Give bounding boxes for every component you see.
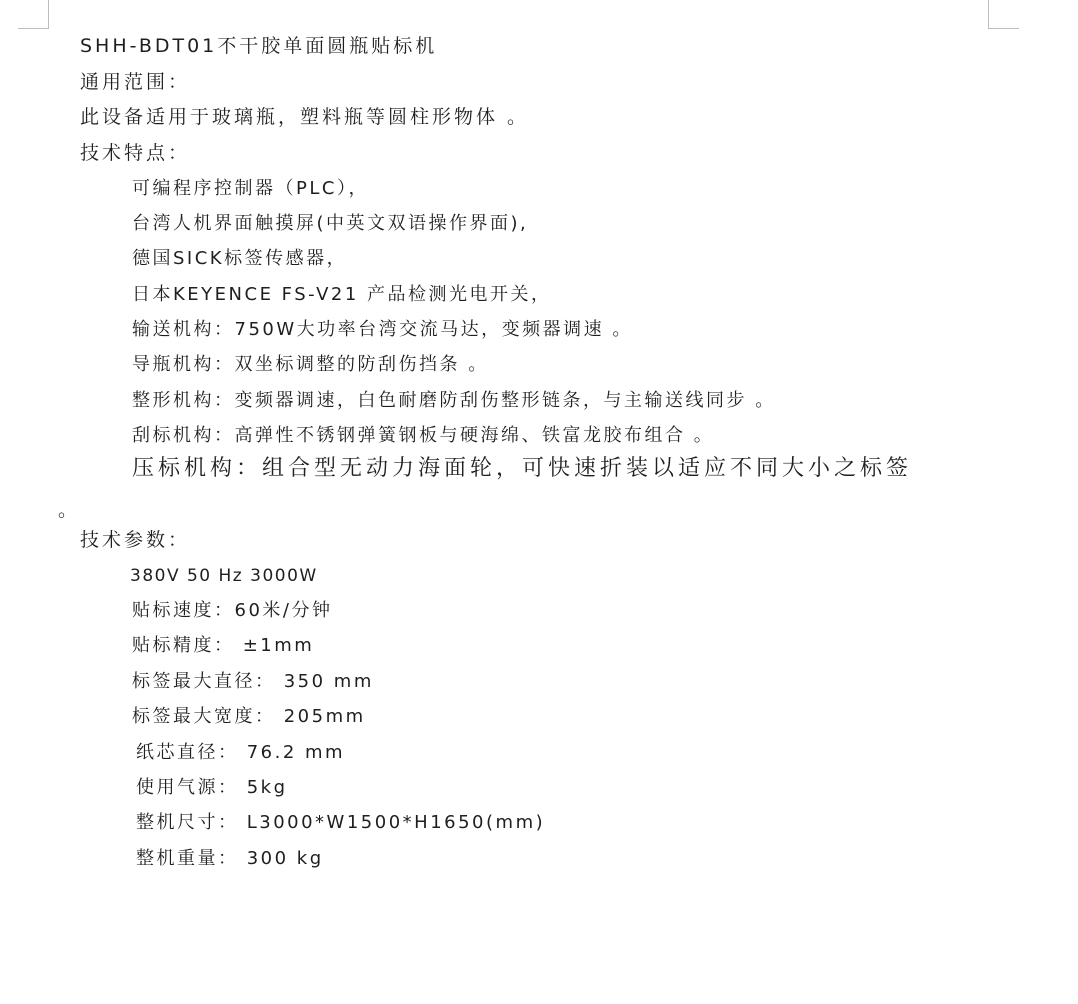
param-item: 整机重量： 300 kg bbox=[136, 848, 324, 869]
stray-period: 。 bbox=[58, 499, 81, 521]
feature-item: 日本KEYENCE FS-V21 产品检测光电开关， bbox=[132, 284, 552, 305]
scope-heading: 通用范围： bbox=[80, 71, 191, 93]
scope-text: 此设备适用于玻璃瓶，塑料瓶等圆柱形物体 。 bbox=[80, 106, 530, 128]
crop-mark-right bbox=[988, 0, 1019, 29]
param-item: 标签最大直径： 350 mm bbox=[132, 671, 374, 692]
feature-item: 导瓶机构：双坐标调整的防刮伤挡条 。 bbox=[132, 354, 489, 375]
feature-item: 可编程序控制器（PLC）， bbox=[132, 178, 369, 199]
feature-item: 台湾人机界面触摸屏(中英文双语操作界面), bbox=[132, 213, 529, 234]
param-item: 贴标精度： ±1mm bbox=[132, 635, 315, 656]
param-item: 整机尺寸： L3000*W1500*H1650(mm) bbox=[136, 812, 546, 833]
feature-item: 德国SICK标签传感器， bbox=[132, 248, 348, 269]
param-item: 380V 50 Hz 3000W bbox=[130, 566, 318, 586]
param-item: 纸芯直径： 76.2 mm bbox=[136, 742, 346, 763]
params-heading: 技术参数： bbox=[80, 529, 191, 551]
crop-mark-left bbox=[18, 0, 49, 29]
feature-item: 刮标机构：高弹性不锈钢弹簧钢板与硬海绵、铁富龙胶布组合 。 bbox=[132, 425, 715, 446]
feature-item: 整形机构：变频器调速，白色耐磨防刮伤整形链条，与主输送线同步 。 bbox=[132, 390, 776, 411]
feature-item: 压标机构：组合型无动力海面轮，可快速折装以适应不同大小之标签 bbox=[132, 456, 913, 481]
feature-item: 输送机构：750W大功率台湾交流马达，变频器调速 。 bbox=[132, 319, 633, 340]
features-heading: 技术特点： bbox=[80, 142, 191, 164]
param-item: 标签最大宽度： 205mm bbox=[132, 706, 366, 727]
param-item: 贴标速度：60米/分钟 bbox=[132, 600, 333, 621]
document-title: SHH-BDT01不干胶单面圆瓶贴标机 bbox=[80, 35, 438, 57]
param-item: 使用气源： 5kg bbox=[136, 777, 288, 798]
